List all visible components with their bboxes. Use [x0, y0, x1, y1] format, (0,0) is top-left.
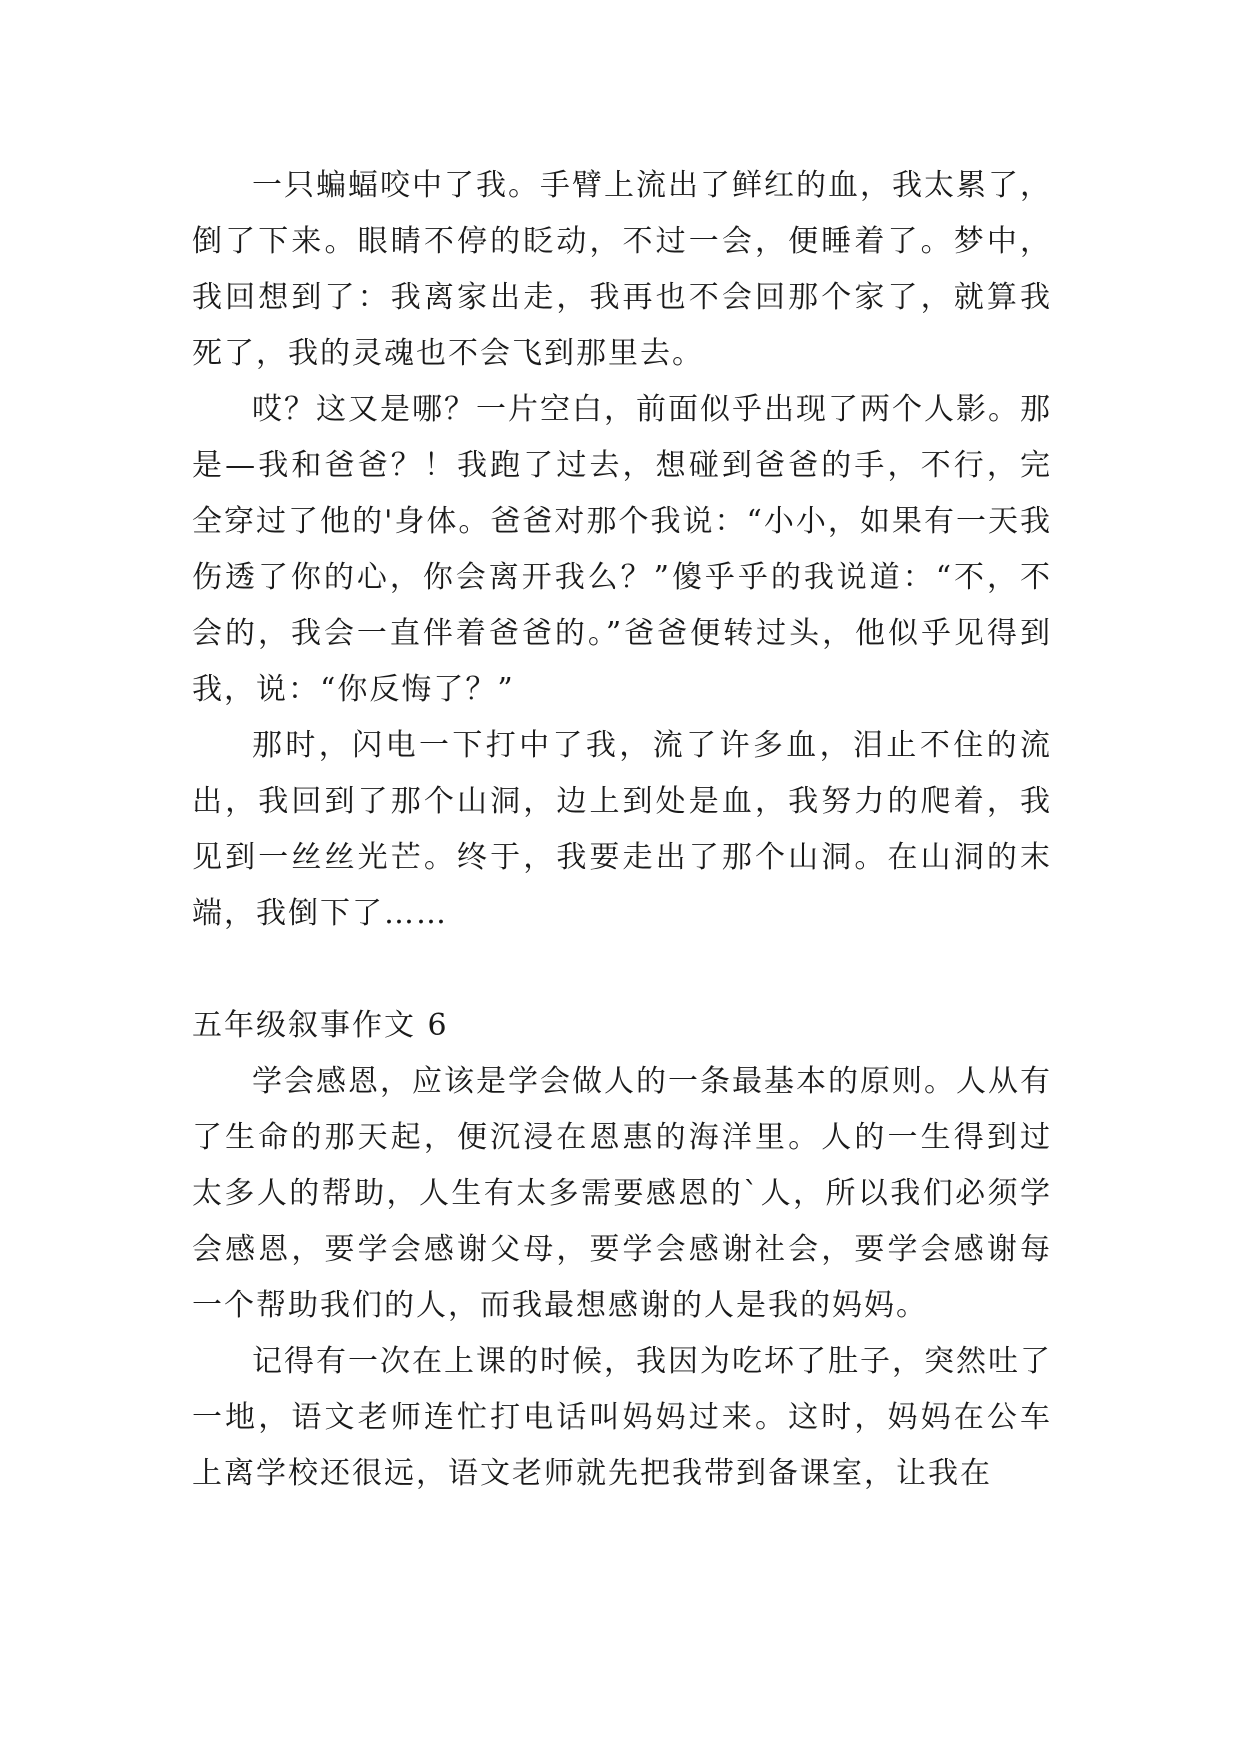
document-body: [192, 158, 1052, 1502]
paragraph-cave-end: 那时，闪电一下打中了我，流了许多血，泪止不住的流出，我回到了那个山洞，边上到处是血，我努力的爬着，我见到一丝丝光芒。终于，我要走出了那个山洞。在山洞的末端，我倒下了……: [192, 728, 1052, 931]
essay-heading: 五年级叙事作文 6: [192, 1008, 449, 1043]
paragraph-memory: 记得有一次在上课的时候，我因为吃坏了肚子，突然吐了一地，语文老师连忙打电话叫妈妈过来。这时，妈妈在公车上离学校还很远，语文老师就先把我带到备课室，让我在: [192, 1344, 1052, 1491]
paragraph-bat-bite: 一只蝙蝠咬中了我。手臂上流出了鲜红的血，我太累了，倒了下来。眼睛不停的眨动，不过一会，便睡着了。梦中，我回想到了：我离家出走，我再也不会回那个家了，就算我死了，我的灵魂也不会飞到那里去。: [192, 168, 1052, 371]
paragraph-gratitude: 学会感恩，应该是学会做人的一条最基本的原则。人从有了生命的那天起，便沉浸在恩惠的海洋里。人的一生得到过太多人的帮助，人生有太多需要感恩的`人，所以我们必须学会感恩，要学会感谢父母，要学会感谢社会，要学会感谢每一个帮助我们的人，而我最想感谢的人是我的妈妈。: [192, 1064, 1052, 1323]
paragraph-dream: 哎？这又是哪？一片空白，前面似乎出现了两个人影。那是—我和爸爸？！我跑了过去，想碰到爸爸的手，不行，完全穿过了他的'身体。爸爸对那个我说：“小小，如果有一天我伤透了你的心，你会离开我么？”傻乎乎的我说道：“不，不会的，我会一直伴着爸爸的。”爸爸便转过头，他似乎见得到我，说：“你反悔了？”: [192, 392, 1052, 707]
